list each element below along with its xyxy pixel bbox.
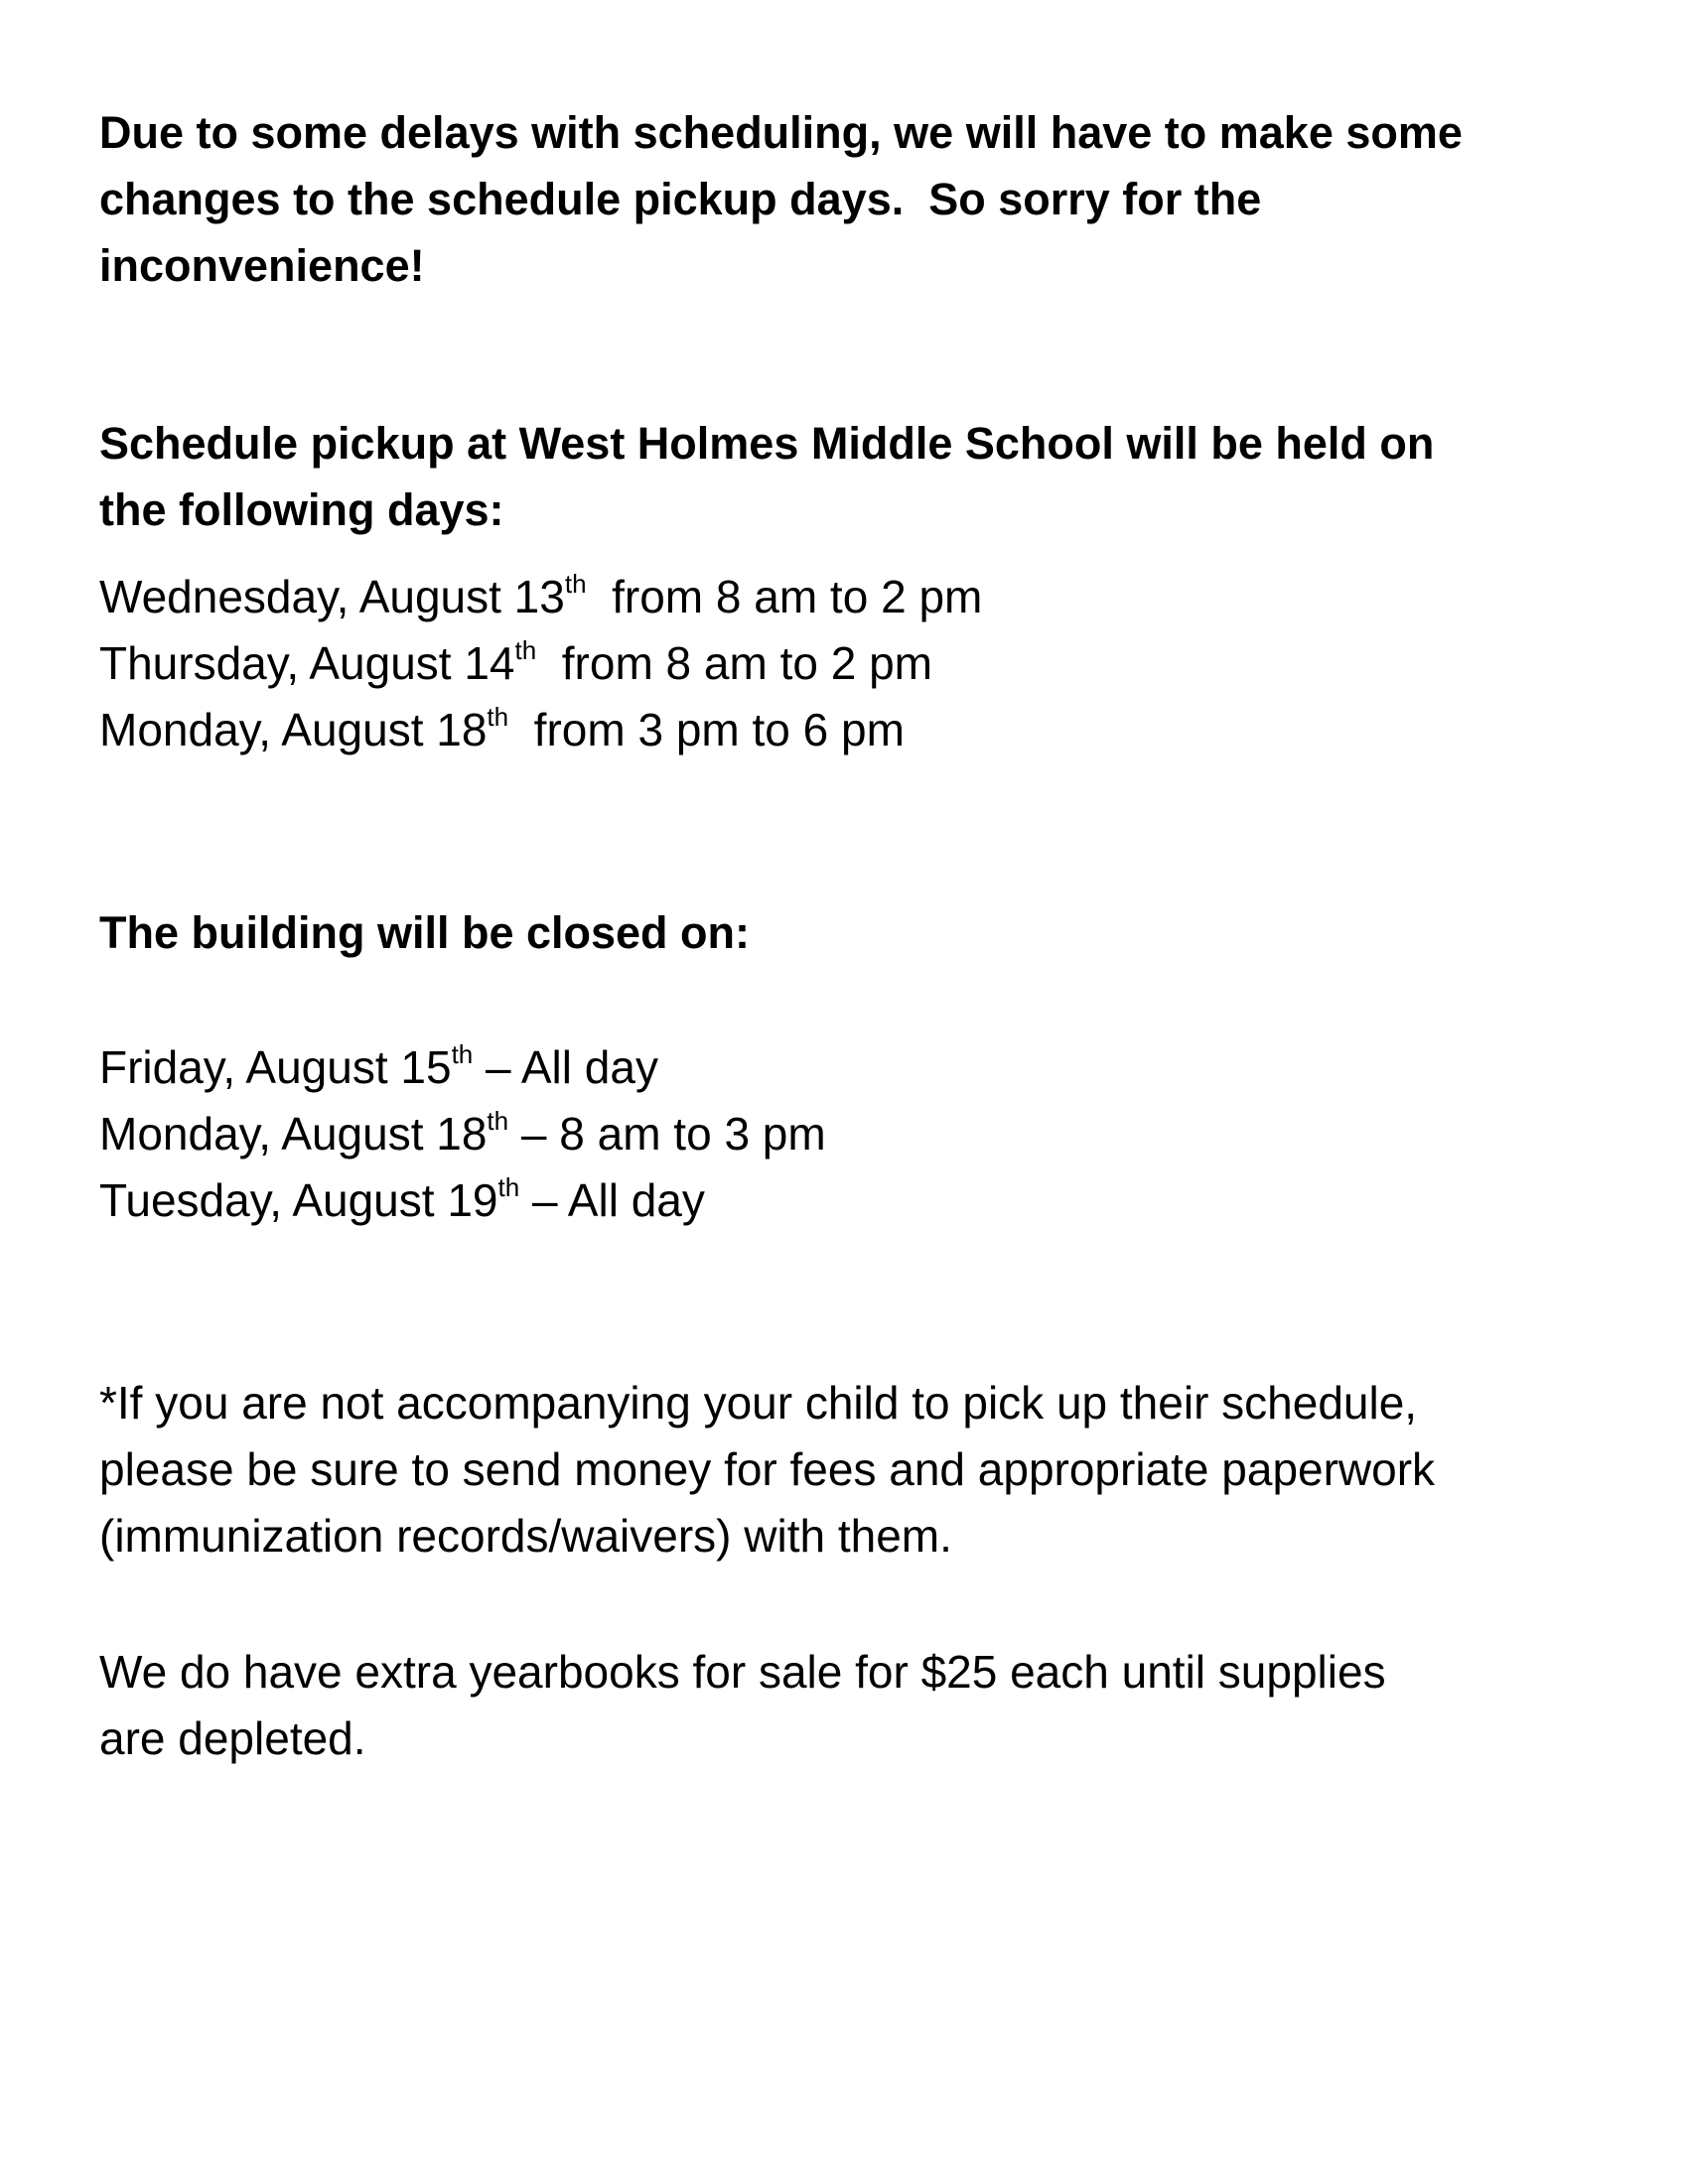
note-paragraph (99, 1370, 1609, 1570)
closed-day-item: Tuesday, August 19th – All day (99, 1171, 705, 1226)
yearbook-line: We do have extra yearbooks for sale for $25 each until supplies (99, 1646, 1386, 1698)
pickup-days-list (99, 564, 1609, 763)
closed-days-list (99, 1034, 1609, 1234)
yearbook-line: are depleted. (99, 1712, 366, 1764)
intro-paragraph (99, 99, 1609, 299)
note-line: *If you are not accompanying your child to pick up their schedule, (99, 1377, 1418, 1429)
intro-line: Due to some delays with scheduling, we will have to make some (99, 107, 1463, 158)
closed-heading: The building will be closed on: (99, 907, 751, 958)
closed-day-item: Friday, August 15th – All day (99, 1038, 658, 1093)
intro-line: changes to the schedule pickup days. So sorry for the (99, 174, 1262, 224)
note-line: (immunization records/waivers) with them. (99, 1510, 952, 1562)
pickup-heading-line: Schedule pickup at West Holmes Middle School will be held on (99, 418, 1435, 469)
pickup-heading-line: the following days: (99, 484, 504, 535)
intro-line: inconvenience! (99, 240, 425, 291)
closed-day-item: Monday, August 18th – 8 am to 3 pm (99, 1105, 826, 1160)
pickup-heading (99, 410, 1609, 543)
pickup-day-item: Monday, August 18th from 3 pm to 6 pm (99, 701, 905, 755)
yearbook-paragraph (99, 1639, 1609, 1772)
pickup-day-item: Wednesday, August 13th from 8 am to 2 pm (99, 568, 983, 622)
note-line: please be sure to send money for fees and appropriate paperwork (99, 1443, 1436, 1495)
pickup-day-item: Thursday, August 14th from 8 am to 2 pm (99, 634, 932, 689)
